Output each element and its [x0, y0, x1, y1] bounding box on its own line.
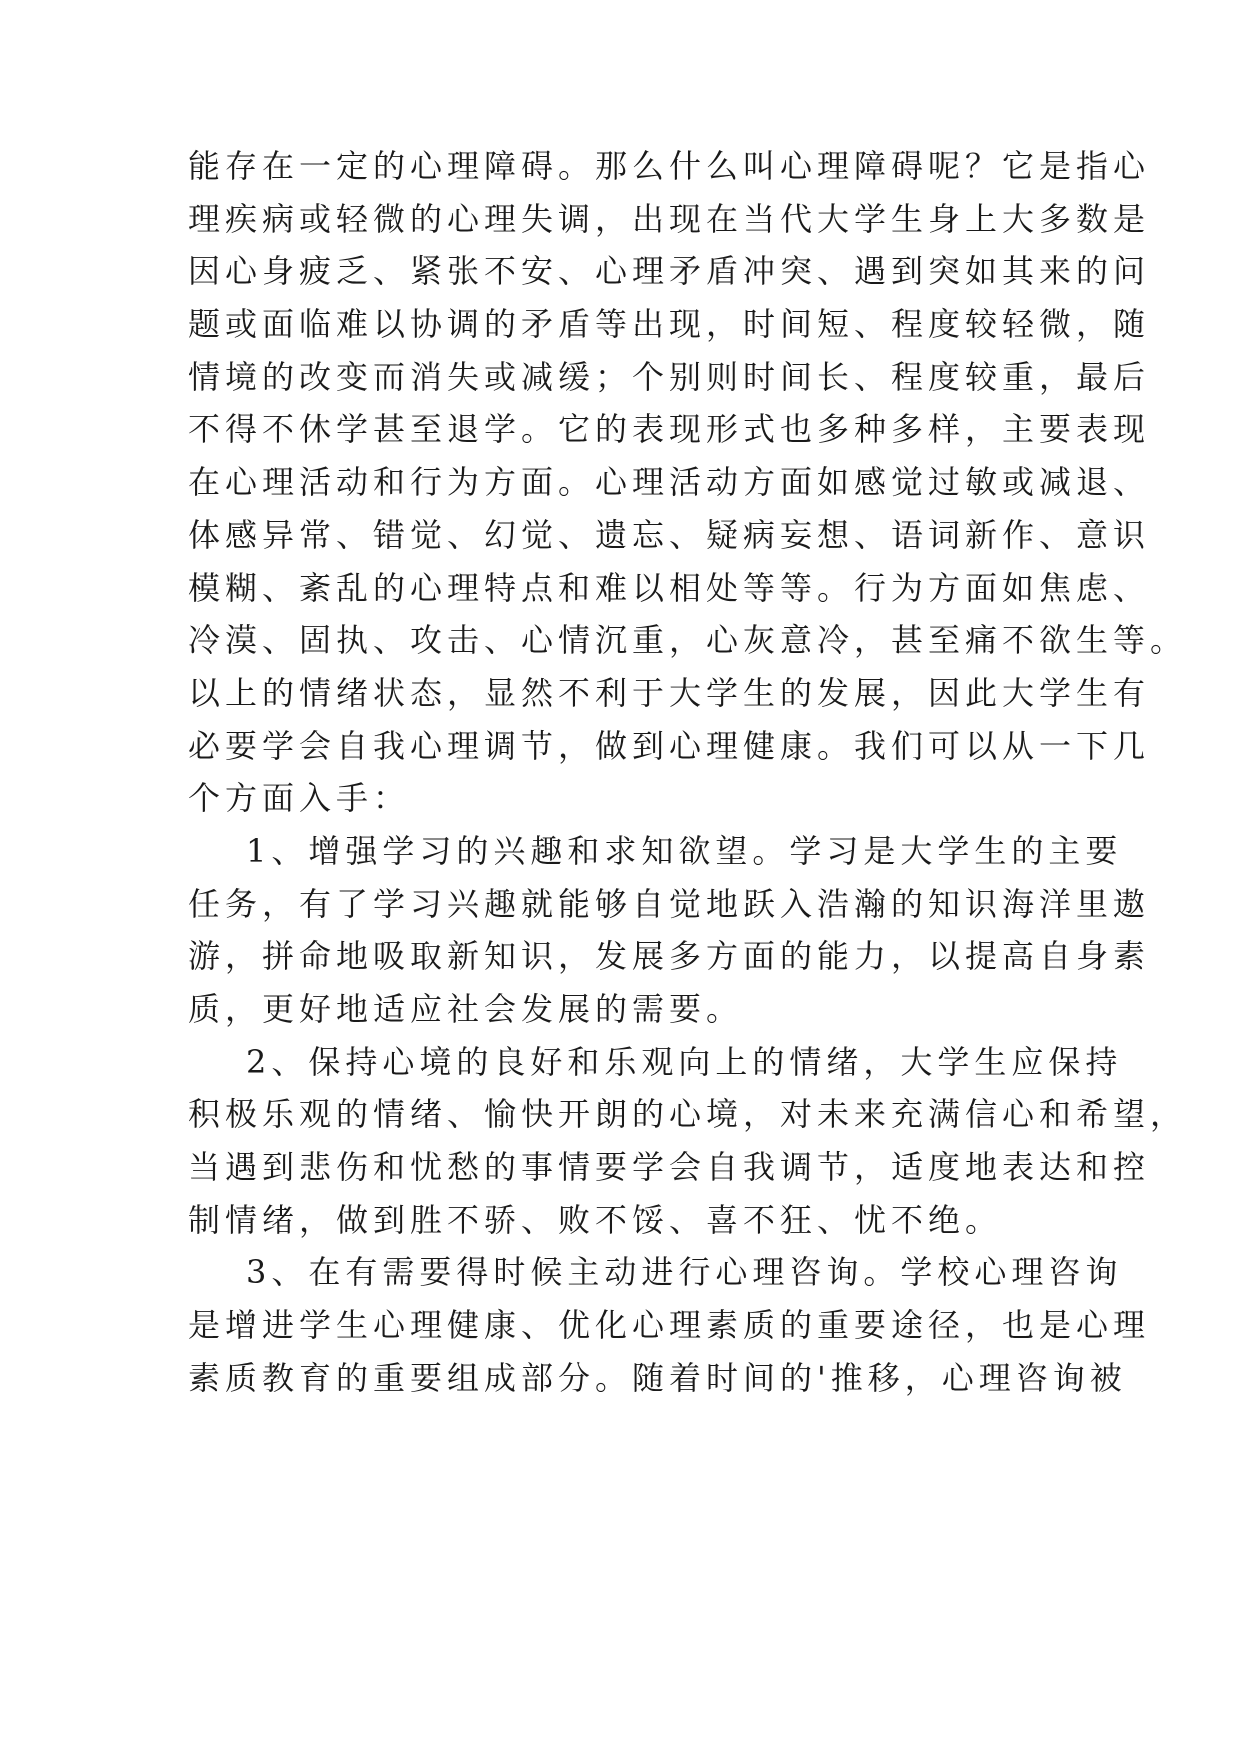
text-line: 个方面入手： [188, 779, 411, 818]
text-line: 质，更好地适应社会发展的需要。 [188, 990, 744, 1028]
text-line: 制情绪，做到胜不骄、败不馁、喜不狂、忧不绝。 [188, 1200, 1003, 1239]
text-line: 题或面临难以协调的矛盾等出现，时间短、程度较轻微，随 [188, 305, 1151, 344]
text-line: 积极乐观的情绪、愉快开朗的心境，对未来充满信心和希望， [188, 1095, 1188, 1134]
text-line: 能存在一定的心理障碍。那么什么叫心理障碍呢？它是指心 [188, 147, 1151, 185]
text-line: 因心身疲乏、紧张不安、心理矛盾冲突、遇到突如其来的问 [188, 252, 1151, 291]
text-line: 3、在有需要得时候主动进行心理咨询。学校心理咨询 [246, 1253, 1123, 1292]
text-line: 2、保持心境的良好和乐观向上的情绪，大学生应保持 [246, 1042, 1123, 1081]
text-line: 以上的情绪状态，显然不利于大学生的发展，因此大学生有 [188, 673, 1151, 712]
text-line: 体感异常、错觉、幻觉、遗忘、疑病妄想、语词新作、意识 [188, 515, 1151, 554]
body-text [188, 140, 1188, 1405]
text-line: 游，拼命地吸取新知识，发展多方面的能力，以提高自身素 [188, 937, 1151, 976]
text-line: 是增进学生心理健康、优化心理素质的重要途径，也是心理 [188, 1306, 1151, 1345]
text-line: 理疾病或轻微的心理失调，出现在当代大学生身上大多数是 [188, 199, 1151, 238]
text-line: 模糊、紊乱的心理特点和难以相处等等。行为方面如焦虑、 [188, 568, 1151, 607]
text-line: 1、增强学习的兴趣和求知欲望。学习是大学生的主要 [246, 831, 1123, 870]
text-line: 冷漠、固执、攻击、心情沉重，心灰意冷，甚至痛不欲生等。 [188, 621, 1188, 660]
text-line: 不得不休学甚至退学。它的表现形式也多种多样，主要表现 [188, 410, 1151, 449]
text-line: 在心理活动和行为方面。心理活动方面如感觉过敏或减退、 [188, 463, 1151, 502]
text-line: 任务，有了学习兴趣就能够自觉地跃入浩瀚的知识海洋里遨 [188, 884, 1151, 923]
text-line: 情境的改变而消失或减缓；个别则时间长、程度较重，最后 [188, 357, 1151, 396]
text-line: 必要学会自我心理调节，做到心理健康。我们可以从一下几 [188, 726, 1151, 765]
text-line: 当遇到悲伤和忧愁的事情要学会自我调节，适度地表达和控 [188, 1148, 1151, 1187]
text-line: 素质教育的重要组成部分。随着时间的'推移，心理咨询被 [188, 1358, 1127, 1397]
